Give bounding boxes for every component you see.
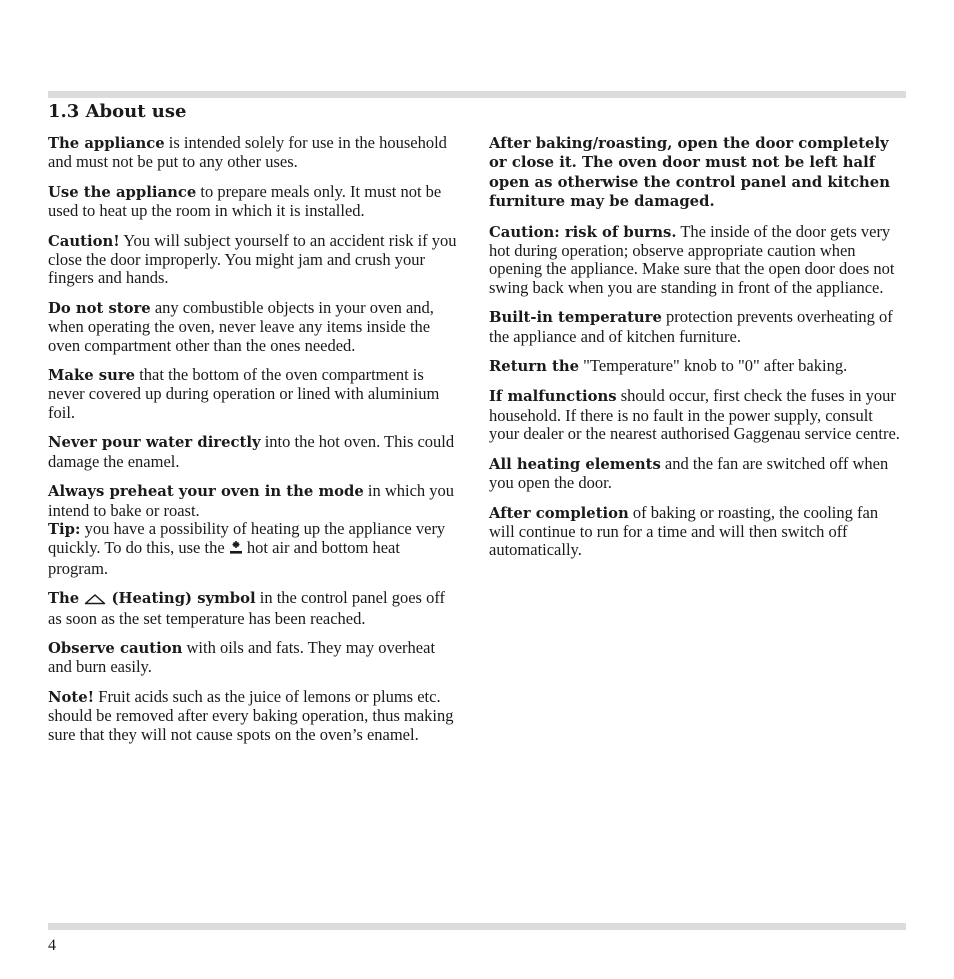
body-text: with oils and fats. They may overheat and burn easily. [48,637,436,677]
paragraph-tip [48,520,462,578]
body-text: that the bottom of the oven compartment is never covered up during operation or lined with aluminium foil. [48,365,440,422]
hot-air-bottom-heat-icon [229,540,243,559]
body-text: any combustible objects in your oven and, when operating the oven, never leave any items inside the oven compartment other than the ones needed. [48,297,434,355]
body-text: in the control panel goes off as soon as the set temperature has been reached. [48,588,446,628]
paragraph-never-pour-water [48,433,462,471]
lead-text: Use the appliance [48,183,197,201]
body-text: Fruit acids such as the juice of lemons or plums etc. should be removed after every baking operation, thus making sure that they will not cause spots on the oven’s enamel. [48,686,454,744]
body-text: hot air and bottom heat program. [48,538,400,578]
bottom-divider [48,923,906,930]
paragraph-observe-caution [48,639,462,677]
paragraph-risk-of-burns [489,223,907,298]
lead-text: (Heating) symbol [106,590,256,608]
body-text: in which you intend to bake or roast. [48,481,455,520]
lead-text: After baking/roasting, open the door completely or close it. The oven door must not be left half open as otherwise the control panel and kitchen furniture may be damaged. [489,135,890,211]
section-title: 1.3 About use [48,101,187,122]
lead-text: Return the [489,358,580,376]
right-column [489,134,907,571]
paragraph-after-baking-door [489,134,907,212]
body-text: is intended solely for use in the household and must not be put to any other uses. [48,133,447,172]
body-text: The inside of the door gets very hot during operation; observe appropriate caution when opening the appliance. Make sure that the open door does not swing back when you are standing in front of the appliance. [489,221,895,297]
lead-text: After completion [489,504,629,522]
paragraph-after-completion [489,504,907,560]
body-text: protection prevents overheating of the appliance and of kitchen furniture. [489,307,893,346]
body-text: into the hot oven. This could damage the enamel. [48,432,455,471]
lead-text: The appliance [48,135,165,152]
lead-text: If malfunctions [489,388,617,406]
lead-text: Make sure [48,367,136,385]
paragraph-built-in-temperature [489,308,907,346]
page-number: 4 [48,937,56,954]
body-text: "Temperature" knob to "0" after baking. [579,356,848,376]
lead-text: Built-in temperature [489,309,662,327]
body-text: should occur, first check the fuses in your household. If there is no fault in the power supply, consult your dealer or the nearest authorised Gaggenau service centre. [489,386,900,444]
top-divider [48,91,906,98]
paragraph-always-preheat [48,482,462,520]
lead-text: Tip: [48,520,81,538]
lead-text: Do not store [48,299,151,317]
paragraph-note [48,688,462,744]
body-text: and the fan are switched off when you open the door. [489,453,889,493]
body-text: to prepare meals only. It must not be used to heat up the room in which it is installed. [48,181,442,221]
paragraph-heating-elements [489,455,907,493]
lead-text: The [48,590,85,608]
lead-text: Observe caution [48,639,183,657]
paragraph-caution-door [48,232,462,288]
paragraph-malfunctions [489,387,907,443]
paragraph-do-not-store [48,299,462,355]
paragraph-make-sure [48,366,462,422]
lead-text: Never pour water directly [48,434,261,452]
paragraph-use-appliance [48,183,462,221]
paragraph-heating-symbol [48,589,462,628]
body-text: You will subject yourself to an accident risk if you close the door improperly. You might jam and crush your fingers and hands. [48,230,457,288]
lead-text: Caution! [48,232,120,250]
paragraph-appliance [48,134,462,172]
paragraph-return-knob [489,357,907,376]
body-text: you have a possibility of heating up the appliance very quickly. To do this, use the [48,518,446,558]
body-text: of baking or roasting, the cooling fan will continue to run for a time and will then switch off automatically. [489,502,879,560]
lead-text: Always preheat your oven in the mode [48,483,364,501]
heating-symbol-icon [84,591,106,609]
lead-text: Note! [48,688,95,706]
lead-text: Caution: risk of burns. [489,223,677,241]
left-column [48,134,462,755]
lead-text: All heating elements [489,455,661,473]
